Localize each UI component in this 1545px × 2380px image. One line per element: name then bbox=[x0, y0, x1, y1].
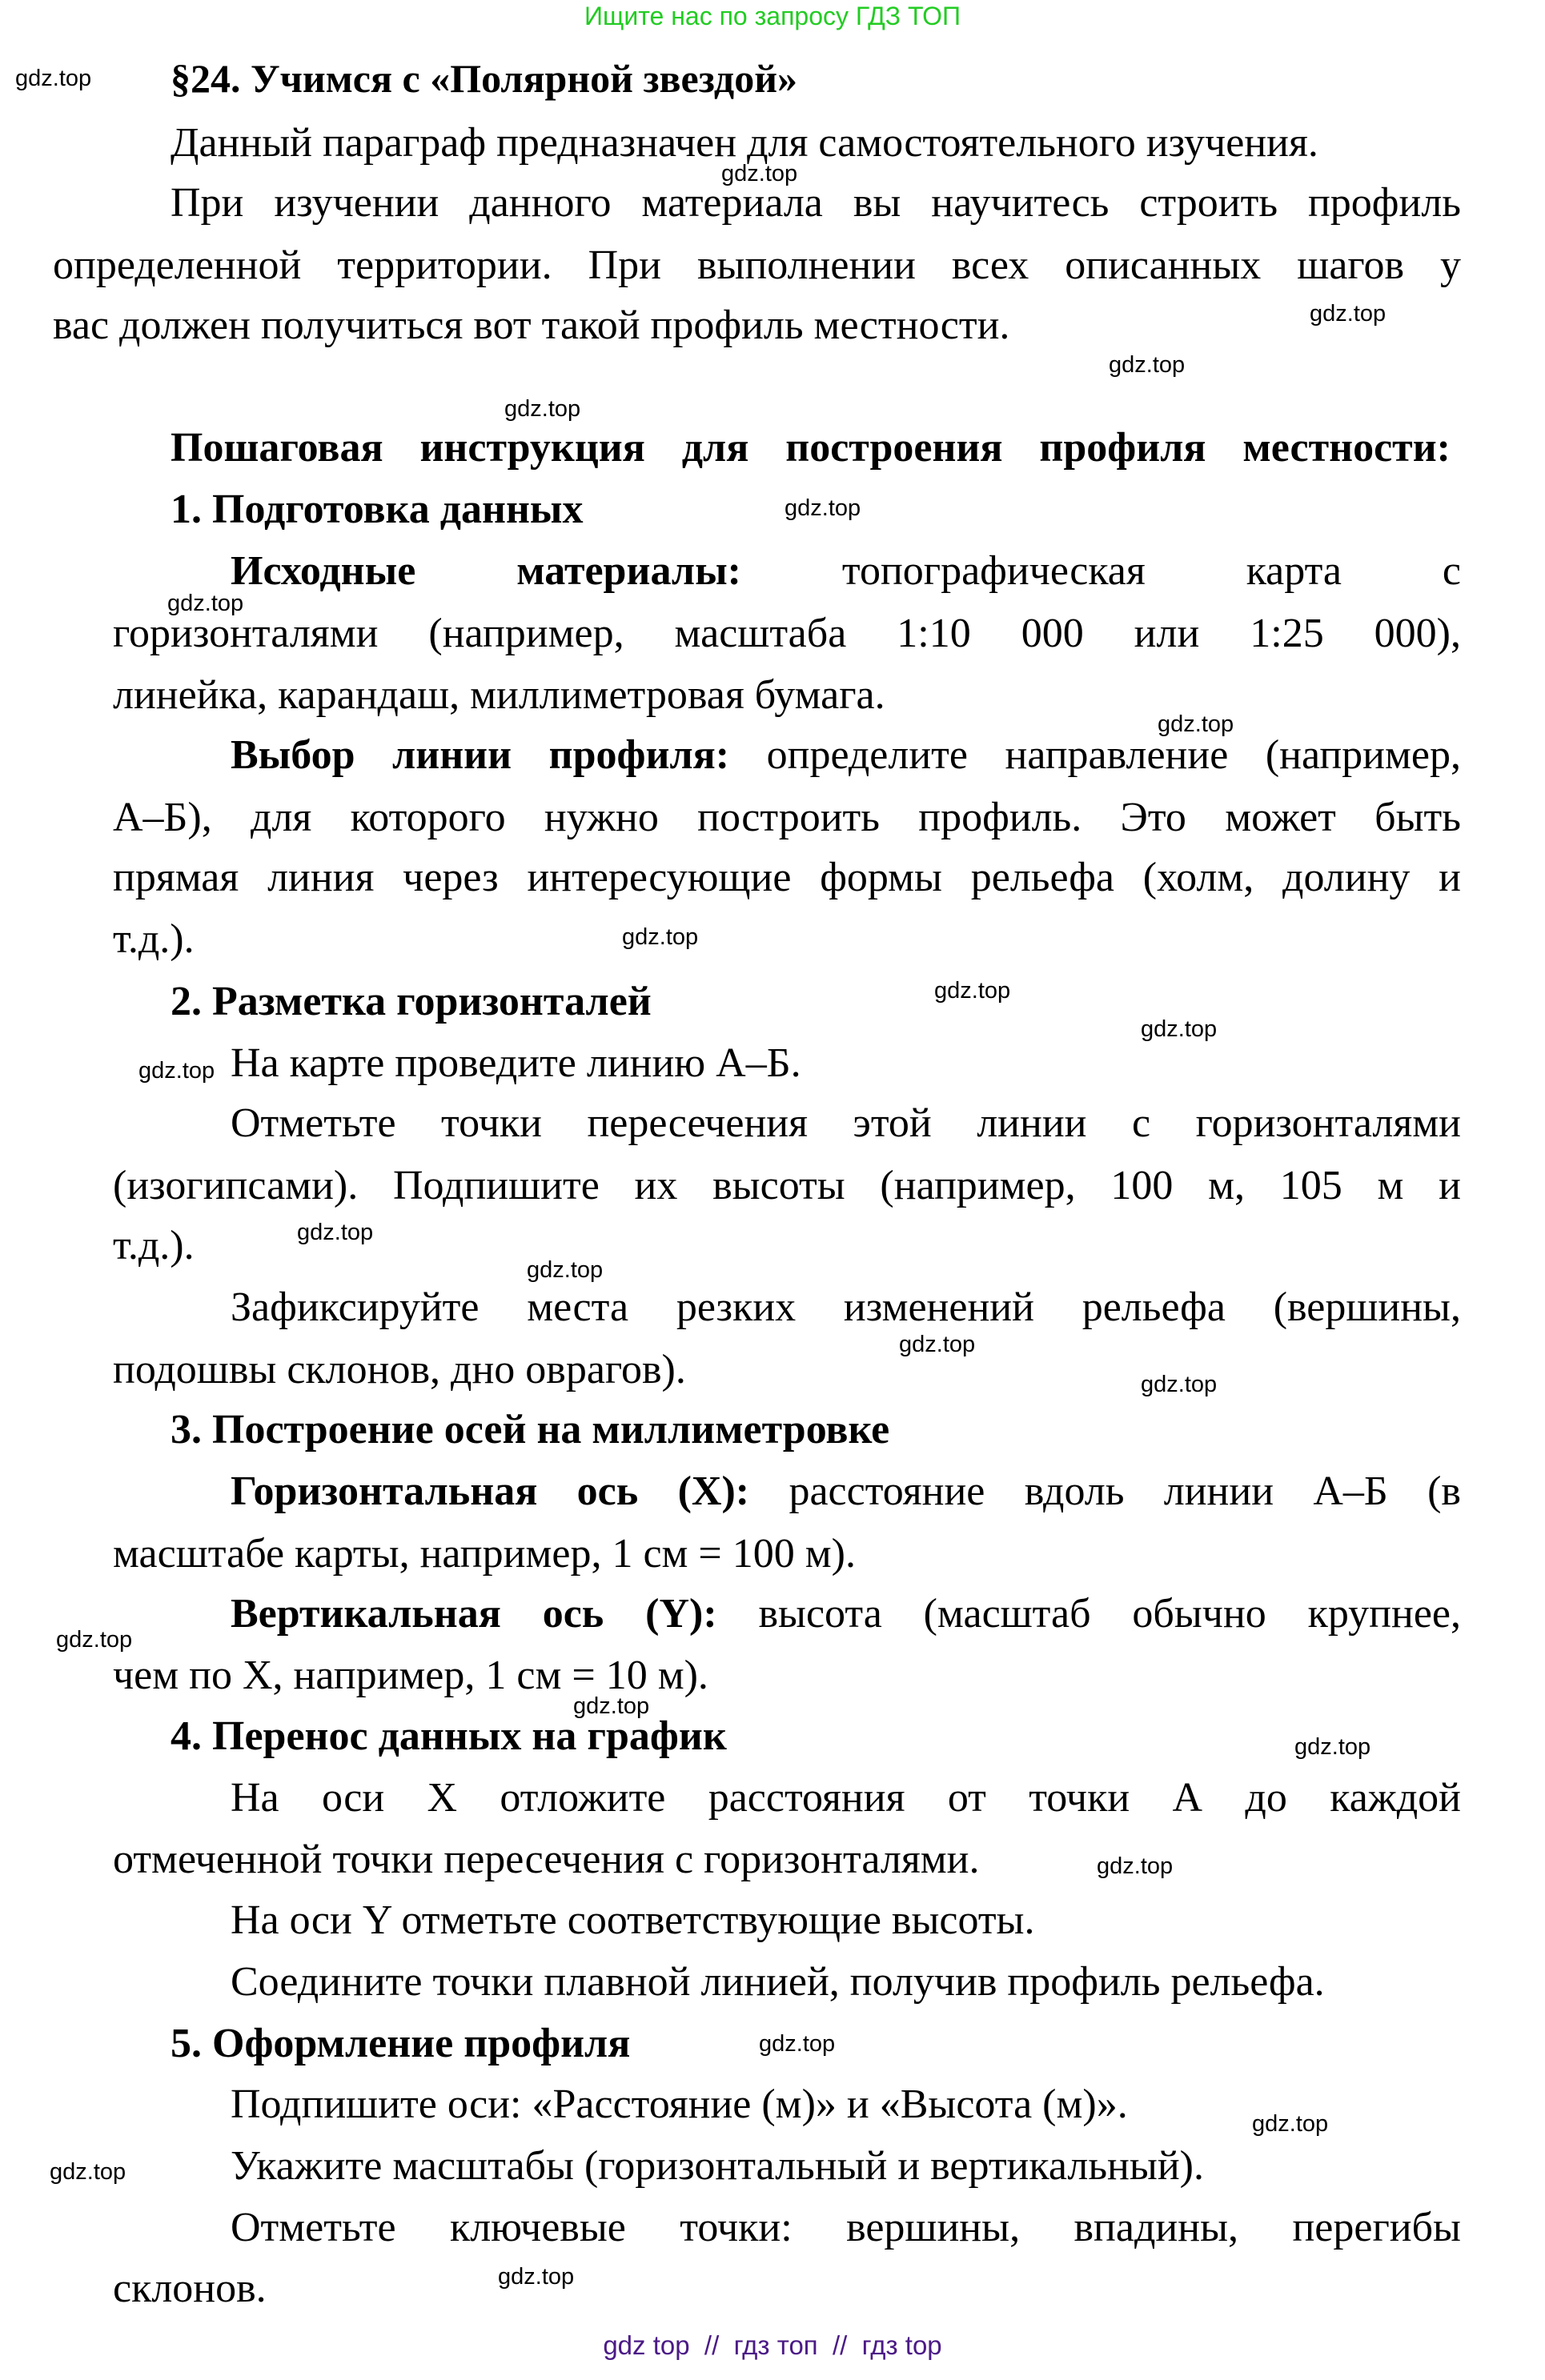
watermark: gdz.top bbox=[1141, 1372, 1218, 1397]
watermark: gdz.top bbox=[50, 2159, 126, 2185]
text-line: Отметьте точки пересечения этой линии с горизонталями bbox=[231, 1100, 1461, 1146]
step-heading: 1. Подготовка данных bbox=[171, 487, 584, 532]
watermark: gdz.top bbox=[1109, 352, 1186, 378]
footer-links: gdz top // гдз топ // гдз top bbox=[603, 2330, 942, 2360]
page-title: §24. Учимся с «Полярной звездой» bbox=[171, 56, 798, 101]
text-line: подошвы склонов, дно оврагов). bbox=[113, 1347, 686, 1392]
term: Исходные материалы: bbox=[231, 548, 741, 594]
text-line: На оси X отложите расстояния от точки А до каждой bbox=[231, 1775, 1461, 1821]
text: определите направление (например, bbox=[729, 732, 1461, 778]
text-line bbox=[231, 1590, 1461, 1638]
watermark: gdz.top bbox=[622, 924, 699, 950]
watermark: gdz.top bbox=[899, 1332, 976, 1357]
text-line: чем по X, например, 1 см = 10 м). bbox=[113, 1653, 708, 1698]
term: Вертикальная ось (Y): bbox=[231, 1591, 717, 1637]
watermark: gdz.top bbox=[56, 1627, 133, 1653]
text-line: линейка, карандаш, миллиметровая бумага. bbox=[113, 672, 885, 718]
search-hint-header: Ищите нас по запросу ГДЗ ТОП bbox=[584, 2, 961, 30]
watermark: gdz.top bbox=[721, 161, 798, 186]
watermark: gdz.top bbox=[759, 2031, 836, 2057]
text-line: А–Б), для которого нужно построить профиль. Это может быть bbox=[113, 795, 1461, 840]
text-line: вас должен получиться вот такой профиль местности. bbox=[53, 303, 1010, 348]
watermark: gdz.top bbox=[1097, 1853, 1174, 1879]
watermark: gdz.top bbox=[15, 66, 92, 91]
term: Горизонтальная ось (X): bbox=[231, 1468, 750, 1514]
text-line: т.д.). bbox=[113, 1223, 195, 1268]
text-line: Укажите масштабы (горизонтальный и вертикальный). bbox=[231, 2143, 1204, 2189]
watermark: gdz.top bbox=[498, 2264, 575, 2290]
text-line bbox=[231, 731, 1461, 779]
text-line: Зафиксируйте места резких изменений рельефа (вершины, bbox=[231, 1284, 1461, 1330]
watermark: gdz.top bbox=[138, 1058, 215, 1084]
text-line: масштабе карты, например, 1 см = 100 м). bbox=[113, 1531, 856, 1577]
text-line: Данный параграф предназначен для самостоятельного изучения. bbox=[171, 120, 1318, 166]
step-heading: 3. Построение осей на миллиметровке bbox=[171, 1407, 890, 1452]
text-line: определенной территории. При выполнении всех описанных шагов у bbox=[53, 242, 1461, 288]
step-heading: 5. Оформление профиля bbox=[171, 2021, 631, 2066]
text-line: При изучении данного материала вы научитесь строить профиль bbox=[171, 180, 1461, 226]
text-line: т.д.). bbox=[113, 916, 195, 962]
watermark: gdz.top bbox=[167, 591, 244, 616]
watermark: gdz.top bbox=[1294, 1734, 1371, 1760]
text-line bbox=[231, 547, 1461, 595]
watermark: gdz.top bbox=[934, 978, 1011, 1004]
text: расстояние вдоль линии А–Б (в bbox=[749, 1468, 1461, 1514]
text-line: (изогипсами). Подпишите их высоты (например, 100 м, 105 м и bbox=[113, 1163, 1461, 1208]
watermark: gdz.top bbox=[297, 1220, 374, 1245]
term: Выбор линии профиля: bbox=[231, 732, 730, 778]
section-heading: Пошаговая инструкция для построения профиля местности: bbox=[171, 425, 1451, 471]
watermark: gdz.top bbox=[1252, 2111, 1329, 2137]
step-heading: 2. Разметка горизонталей bbox=[171, 979, 652, 1024]
text-line: На оси Y отметьте соответствующие высоты. bbox=[231, 1897, 1035, 1943]
watermark: gdz.top bbox=[573, 1693, 650, 1719]
text-line: На карте проведите линию А–Б. bbox=[231, 1040, 801, 1086]
text-line: отмеченной точки пересечения с горизонталями. bbox=[113, 1837, 980, 1882]
watermark: gdz.top bbox=[785, 495, 861, 521]
text: топографическая карта с bbox=[741, 548, 1461, 594]
watermark: gdz.top bbox=[1141, 1016, 1218, 1042]
watermark: gdz.top bbox=[1310, 301, 1386, 327]
text-line: горизонталями (например, масштаба 1:10 000 или 1:25 000), bbox=[113, 611, 1461, 656]
watermark: gdz.top bbox=[527, 1257, 604, 1283]
watermark: gdz.top bbox=[504, 396, 581, 422]
text-line: Подпишите оси: «Расстояние (м)» и «Высота (м)». bbox=[231, 2081, 1128, 2127]
text-line: Соедините точки плавной линией, получив профиль рельефа. bbox=[231, 1959, 1325, 2005]
text: высота (масштаб обычно крупнее, bbox=[716, 1591, 1462, 1637]
step-heading: 4. Перенос данных на график bbox=[171, 1713, 727, 1759]
text-line bbox=[231, 1468, 1461, 1516]
watermark: gdz.top bbox=[1158, 711, 1234, 737]
text-line: склонов. bbox=[113, 2266, 267, 2311]
text-line: Отметьте ключевые точки: вершины, впадины, перегибы bbox=[231, 2205, 1461, 2250]
text-line: прямая линия через интересующие формы рельефа (холм, долину и bbox=[113, 855, 1461, 900]
